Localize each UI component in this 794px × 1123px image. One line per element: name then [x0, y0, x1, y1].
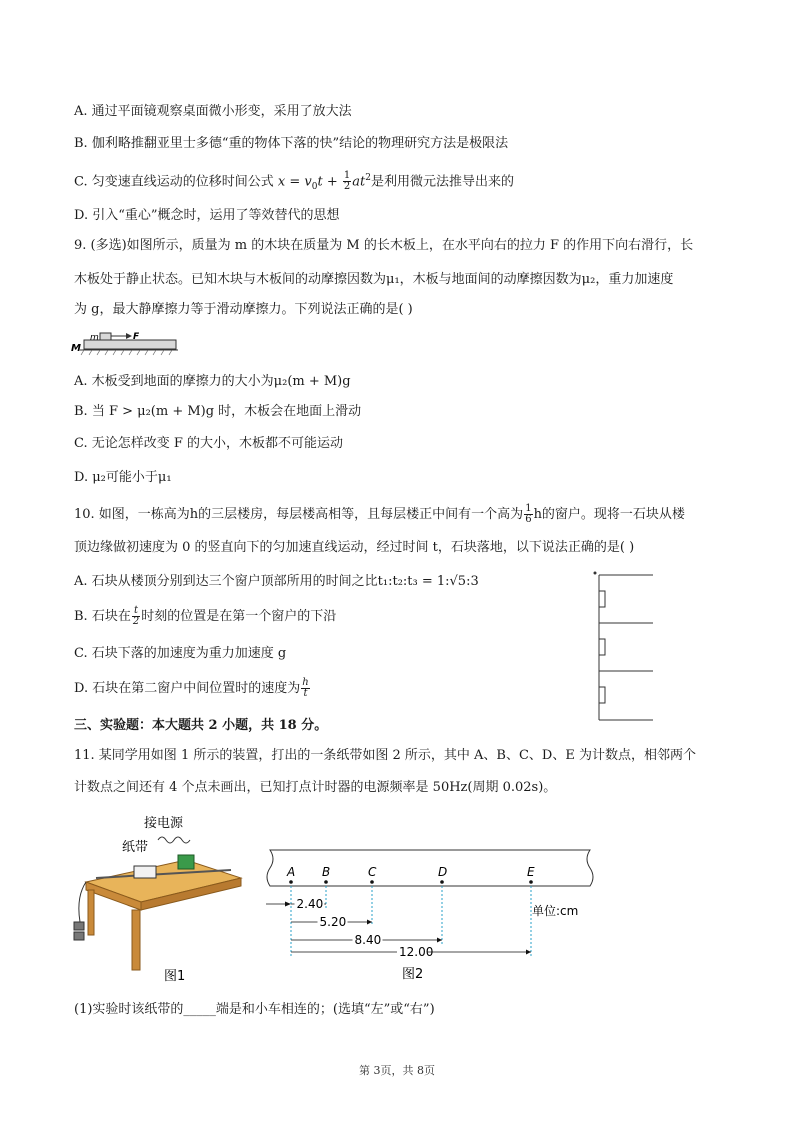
q9-option-d: D. μ₂可能小于μ₁: [74, 470, 172, 485]
fig1-power-label: 接电源: [144, 816, 184, 831]
stone-dot: [594, 572, 597, 575]
window-1: [599, 591, 605, 607]
q10-stem-line1: [74, 504, 685, 525]
q10-optd-fraction: [301, 678, 309, 699]
point-label-C: C: [368, 865, 377, 879]
q10-optb-den: 2: [132, 616, 140, 627]
point-dot-A: [289, 880, 293, 884]
q11-subquestion-1: (1)实验时该纸带的_____端是和小车相连的；(选填“左”或“右”): [74, 1002, 435, 1017]
q10-optd-num: h: [302, 677, 309, 688]
q9-figure: [70, 330, 180, 358]
point-dot-B: [324, 880, 328, 884]
q10-stem-line2: 顶边缘做初速度为 0 的竖直向下的匀加速直线运动，经过时间 t，石块落地，以下说法正确的是( ): [74, 540, 635, 555]
table-leg-back: [88, 890, 94, 935]
q9-option-c: C. 无论怎样改变 F 的大小，木板都不可能运动: [74, 436, 344, 451]
small-block: [100, 333, 111, 340]
tape-dims: [266, 886, 531, 959]
point-label-A: A: [287, 865, 296, 879]
q8-formula-b: t +: [317, 174, 342, 190]
dimension-label-0: 2.40: [296, 897, 324, 911]
q11-stem-line1: 11. 某同学用如图 1 所示的装置，打出的一条纸带如图 2 所示，其中 A、B、C、D、E 为计数点，相邻两个: [74, 748, 696, 763]
q8-option-c-post: 是利用微元法推导出来的: [370, 174, 514, 190]
q9-stem-line1: 9. (多选)如图所示，质量为 m 的木块在质量为 M 的长木板上，在水平向右的拉力 F 的作用下向右滑行，长: [74, 238, 694, 253]
fig2-caption: 图2: [402, 967, 424, 982]
q10-option-b-pre: B. 石块在: [74, 609, 131, 624]
q10-option-d-pre: D. 石块在第二窗户中间位置时的速度为: [74, 681, 301, 696]
q10-optb-fraction: [132, 606, 140, 627]
force-arrowhead: [126, 333, 132, 339]
q11-stem-line2: 计数点之间还有 4 个点未画出，已知打点计时器的电源频率是 50Hz(周期 0.02s)。: [74, 780, 557, 795]
q9-stem-line2: 木板处于静止状态。已知木块与木板间的动摩擦因数为μ₁，木板与地面间的动摩擦因数为μ₂，重力加速度: [74, 272, 674, 287]
fig1-caption: 图1: [164, 969, 186, 984]
q8-frac-den: 2: [343, 181, 351, 193]
point-dot-E: [529, 880, 533, 884]
fig1-tape-label: 纸带: [122, 840, 149, 855]
dimension-arrow-2: [437, 938, 442, 943]
q10-option-b-post: 时刻的位置是在第一个窗户的下沿: [141, 609, 337, 624]
q10-option-c: C. 石块下落的加速度为重力加速度 g: [74, 646, 287, 661]
q8-option-b: B. 伽利略推翻亚里士多德“重的物体下落的快”结论的物理研究方法是极限法: [74, 136, 509, 151]
q11-figure-1: [66, 810, 246, 985]
dimension-label-3: 12.00: [399, 945, 434, 959]
point-label-D: D: [438, 865, 448, 879]
section-heading: 三、实验题：本大题共 2 小题，共 18 分。: [74, 718, 328, 733]
q10-option-b: [74, 606, 336, 627]
window-3: [599, 687, 605, 703]
paper-tape: [267, 850, 593, 886]
q10-stem-post: h的窗户。现将一石块从楼: [533, 507, 685, 522]
weight-2: [74, 932, 84, 940]
table-leg: [132, 910, 140, 970]
q8-formula-c: at: [352, 174, 366, 190]
label-F: F: [133, 332, 140, 342]
unit-label: 单位:cm: [532, 904, 579, 918]
dimension-arrow-1: [367, 920, 372, 925]
q8-formula-a: x = v: [277, 174, 312, 190]
dimension-arrow-3: [526, 950, 531, 955]
q9-option-b: B. 当 F > μ₂(m + M)g 时，木板会在地面上滑动: [74, 404, 362, 419]
q10-building-figure: [590, 568, 660, 723]
q10-option-a: A. 石块从楼顶分别到达三个窗户顶部所用的时间之比t₁:t₂:t₃ = 1:√5:3: [74, 574, 479, 589]
q10-option-d: [74, 678, 311, 699]
q8-fraction: [343, 171, 351, 192]
q10-fraction: [524, 504, 532, 525]
q10-optb-num: t: [132, 606, 140, 617]
window-2: [599, 639, 605, 655]
left-arrowhead: [285, 902, 291, 907]
q8-frac-num: 1: [343, 170, 351, 182]
point-label-E: E: [527, 865, 535, 879]
q9-stem-line3: 为 g，最大静摩擦力等于滑动摩擦力。下列说法正确的是( ): [74, 302, 413, 317]
power-wire-icon: [158, 837, 190, 843]
cart: [134, 866, 156, 878]
q10-frac-den: 6: [525, 514, 532, 525]
q8-option-c-pre: C. 匀变速直线运动的位移时间公式: [74, 174, 274, 190]
q10-frac-num: 1: [525, 503, 532, 514]
q8-option-a: A. 通过平面镜观察桌面微小形变，采用了放大法: [74, 104, 352, 119]
weight-1: [74, 922, 84, 930]
dimension-label-2: 8.40: [354, 933, 382, 947]
point-dot-D: [440, 880, 444, 884]
q10-stem-pre: 10. 如图，一栋高为h的三层楼房，每层楼高相等，且每层楼正中间有一个高为: [74, 507, 524, 522]
q11-figure-2: [262, 848, 602, 985]
timer-icon: [178, 855, 194, 869]
dimension-label-1: 5.20: [319, 915, 347, 929]
point-label-B: B: [322, 865, 331, 879]
string-line: [79, 882, 86, 922]
q8-option-c: C. 匀变速直线运动的位移时间公式 $x = v_0t$ + $\frac{1}{2}$ $at^2$是利用微元法推导出来的: [74, 170, 514, 193]
point-dot-C: [370, 880, 374, 884]
label-m: m: [90, 333, 99, 343]
q8-option-d: D. 引入“重心”概念时，运用了等效替代的思想: [74, 208, 340, 223]
q10-optd-den: t: [303, 688, 308, 699]
label-M: M: [71, 343, 81, 354]
ground-hatch: [81, 350, 172, 355]
q9-option-a: A. 木板受到地面的摩擦力的大小为μ₂(m + M)g: [74, 374, 351, 389]
page-footer: 第 3页，共 8页: [359, 1064, 435, 1077]
